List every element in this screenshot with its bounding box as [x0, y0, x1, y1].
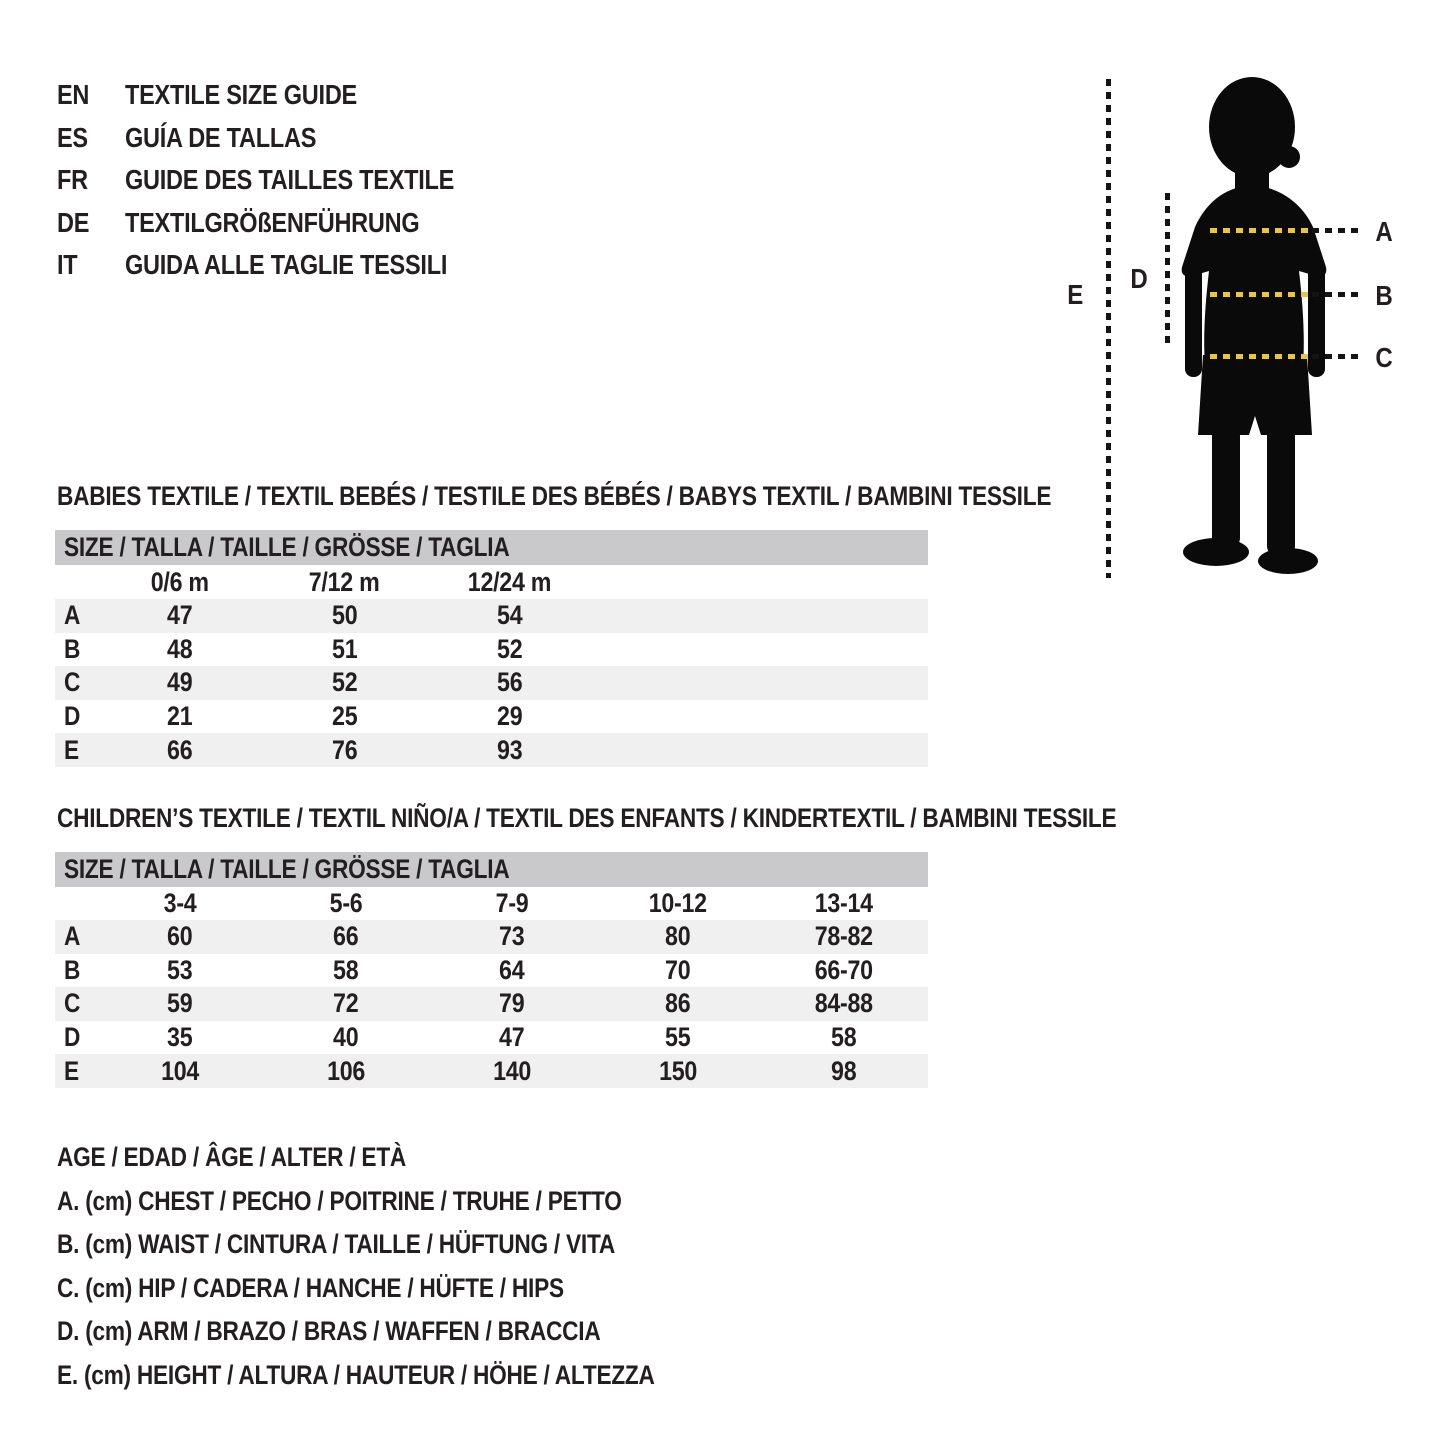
legend-line-hip: C. (cm) HIP / CADERA / HANCHE / HÜFTE / HIPS	[57, 1272, 564, 1303]
children-size-table	[55, 887, 928, 1088]
table-row: E 66 76 93	[55, 733, 928, 767]
measure-label-a: A	[1375, 216, 1393, 247]
lang-code-fr: FR	[57, 164, 88, 195]
babies-col-7-12m: 7/12 m	[309, 567, 380, 597]
children-col-7-9: 7-9	[495, 888, 529, 918]
hip-measure-line-c-black	[1312, 354, 1364, 359]
babies-size-header-bar	[55, 530, 928, 565]
table-row: A 47 50 54	[55, 599, 928, 633]
lang-title-it: GUIDA ALLE TAGLIE TESSILI	[125, 249, 448, 280]
lang-code-es: ES	[57, 121, 88, 153]
measure-label-b: B	[1375, 280, 1393, 311]
legend-line-chest: A. (cm) CHEST / PECHO / POITRINE / TRUHE / PETTO	[57, 1185, 622, 1216]
lang-code-it: IT	[57, 249, 78, 280]
lang-code-de: DE	[57, 206, 90, 238]
table-row: D 21 25 29	[64, 701, 523, 732]
chest-measure-line-a-black	[1312, 228, 1364, 233]
children-col-13-14: 13-14	[814, 888, 874, 918]
babies-size-header-text: SIZE / TALLA / TAILLE / GRÖSSE / TAGLIA	[64, 532, 510, 562]
children-size-header-bar	[55, 852, 928, 887]
measurement-figure	[0, 0, 1445, 620]
lang-title-es: GUÍA DE TALLAS	[125, 121, 317, 153]
legend-line-arm: D. (cm) ARM / BRAZO / BRAS / WAFFEN / BRACCIA	[57, 1316, 601, 1347]
babies-col-12-24m: 12/24 m	[467, 567, 552, 597]
children-section-heading: CHILDREN’S TEXTILE / TEXTIL NIÑO/A / TEXTIL DES ENFANTS / KINDERTEXTIL / BAMBINI TESSILE	[57, 803, 1117, 833]
table-row: D 35 40 47 55 58	[64, 1022, 857, 1053]
children-col-3-4: 3-4	[163, 888, 197, 918]
lang-title-en: TEXTILE SIZE GUIDE	[125, 79, 357, 110]
children-col-10-12: 10-12	[648, 888, 708, 918]
measure-label-e: E	[1067, 279, 1084, 310]
babies-col-0-6m: 0/6 m	[150, 567, 209, 597]
chest-measure-line-a-yellow	[1210, 228, 1308, 233]
table-row: B 53 58 64 70 66-70	[64, 954, 874, 985]
table-row: E 104 106 140 150 98	[55, 1054, 928, 1088]
legend-line-waist: B. (cm) WAIST / CINTURA / TAILLE / HÜFTUNG / VITA	[57, 1229, 615, 1260]
legend-line-height: E. (cm) HEIGHT / ALTURA / HAUTEUR / HÖHE / ALTEZZA	[57, 1359, 655, 1390]
hip-measure-line-c-yellow	[1210, 354, 1308, 359]
table-row: C 59 72 79 86 84-88	[55, 987, 928, 1021]
lang-title-de: TEXTILGRÖßENFÜHRUNG	[125, 206, 420, 238]
measurement-legend	[57, 1136, 768, 1398]
table-row: B 48 51 52	[64, 633, 523, 664]
table-row: A 60 66 73 80 78-82	[55, 920, 928, 954]
babies-column-header-row	[55, 566, 928, 599]
waist-measure-line-b-yellow	[1210, 292, 1308, 297]
children-column-header-row	[55, 887, 928, 920]
lang-code-en: EN	[57, 79, 90, 110]
lang-title-fr: GUIDE DES TAILLES TEXTILE	[125, 164, 455, 195]
waist-measure-line-b-black	[1312, 292, 1364, 297]
measure-label-d: D	[1130, 263, 1148, 294]
children-col-5-6: 5-6	[329, 888, 363, 918]
babies-size-table	[55, 566, 928, 767]
arm-measure-line-d	[1165, 193, 1170, 347]
legend-line-age: AGE / EDAD / ÂGE / ALTER / ETÀ	[57, 1142, 407, 1172]
measure-label-c: C	[1375, 342, 1393, 373]
table-row: C 49 52 56	[55, 666, 928, 700]
children-size-header-text: SIZE / TALLA / TAILLE / GRÖSSE / TAGLIA	[64, 854, 510, 884]
babies-section-heading: BABIES TEXTILE / TEXTIL BEBÉS / TESTILE DES BÉBÉS / BABYS TEXTIL / BAMBINI TESSILE	[57, 481, 1052, 511]
